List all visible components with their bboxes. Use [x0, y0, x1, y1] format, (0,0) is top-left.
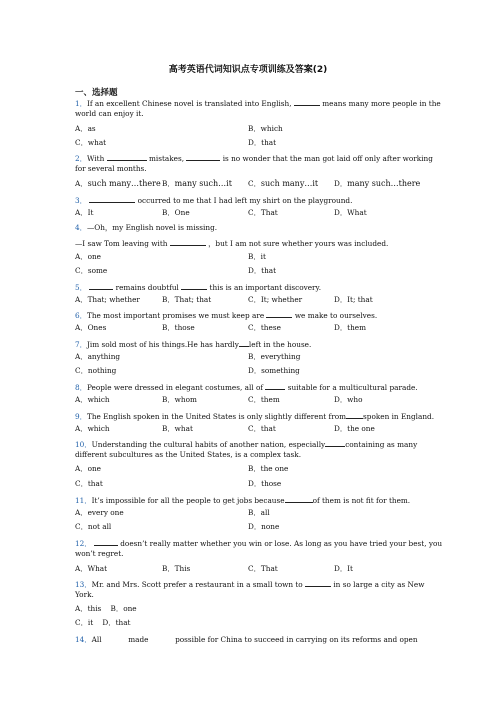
answer-blank — [266, 309, 292, 318]
q1-option-a: A．as — [75, 124, 96, 133]
question-1: 1．If an excellent Chinese novel is translated into English, means many more people in the — [75, 99, 441, 108]
q11-option-c: C．not all — [75, 522, 112, 531]
q11-option-a: A．every one — [75, 508, 124, 517]
q1-option-d: D．that — [248, 138, 277, 147]
question-1-cont: world can enjoy it. — [75, 109, 144, 118]
q12-option-c: C．That — [248, 564, 278, 573]
q8-option-a: A．which — [75, 395, 110, 404]
q12-option-d: D．It — [334, 564, 353, 573]
answer-blank — [239, 338, 249, 347]
q3-option-c: C．That — [248, 208, 278, 217]
q5-option-b: B．That; that — [162, 295, 212, 304]
q10-option-c: C．that — [75, 479, 103, 488]
q8-option-d: D．who — [334, 395, 363, 404]
q8-option-c: C．them — [248, 395, 280, 404]
q12-option-b: B．This — [162, 564, 191, 573]
answer-blank — [285, 494, 313, 503]
q6-option-c: C．these — [248, 323, 281, 332]
answer-blank — [107, 152, 147, 161]
question-2: 2．With mistakes, is no wonder that the man got laid off only after working — [75, 154, 433, 163]
question-3: 3． occurred to me that I had left my shirt on the playground. — [75, 196, 353, 205]
q12-option-a: A．What — [75, 564, 108, 573]
q4-option-d: D．that — [248, 266, 277, 275]
q1-option-b: B．which — [248, 124, 283, 133]
answer-blank — [305, 578, 331, 587]
q2-option-b: B．many such…it — [162, 179, 232, 188]
q6-option-a: A．Ones — [75, 323, 107, 332]
q4-option-a: A．one — [75, 252, 101, 261]
section-heading: 一、选择题 — [75, 88, 118, 98]
question-12-cont: won’t regret. — [75, 549, 124, 558]
q2-option-c: C．such many…it — [248, 179, 319, 188]
q5-option-a: A．That; whether — [75, 295, 140, 304]
q11-option-b: B．all — [248, 508, 270, 517]
answer-blank — [94, 537, 118, 546]
question-11: 11．It’s impossible for all the people to get jobs because of them is not fit for them. — [75, 496, 411, 505]
answer-blank — [151, 633, 173, 642]
q9-option-b: B．what — [162, 424, 193, 433]
question-5: 5． remains doubtful this is an important discovery. — [75, 283, 322, 292]
answer-blank — [89, 194, 135, 203]
q9-option-c: C．that — [248, 424, 276, 433]
answer-blank — [346, 410, 363, 419]
q7-option-d: D．something — [248, 366, 300, 375]
question-6: 6．The most important promises we must keep are we make to ourselves. — [75, 311, 378, 320]
answer-blank — [265, 381, 285, 390]
q4-option-b: B．it — [248, 252, 266, 261]
question-12: 12． doesn’t really matter whether you win or lose. As long as you have tried your best, you — [75, 539, 443, 548]
q4-option-c: C．some — [75, 266, 108, 275]
q13-options-cd: C．it D．that — [75, 618, 131, 627]
q9-option-d: D．the one — [334, 424, 375, 433]
answer-blank — [186, 152, 220, 161]
q1-option-c: C．what — [75, 138, 107, 147]
q8-option-b: B．whom — [162, 395, 197, 404]
question-13-cont: York. — [75, 590, 94, 599]
question-8: 8．People were dressed in elegant costumes, all of suitable for a multicultural parade. — [75, 383, 418, 392]
q5-option-d: D．It; that — [334, 295, 373, 304]
q5-option-c: C．It; whether — [248, 295, 303, 304]
q9-option-a: A．which — [75, 424, 110, 433]
q10-option-b: B．the one — [248, 464, 289, 473]
answer-blank — [170, 237, 206, 246]
answer-blank — [89, 281, 113, 290]
answer-blank — [181, 281, 207, 290]
question-10: 10．Understanding the cultural habits of another nation, especially containing as many — [75, 440, 418, 449]
question-7: 7．Jim sold most of his things.He has hardly left in the house. — [75, 340, 312, 349]
q10-option-d: D．those — [248, 479, 282, 488]
question-9: 9．The English spoken in the United States is only slightly different from spoken in England. — [75, 412, 435, 421]
answer-blank — [104, 633, 126, 642]
question-4-cont: —I saw Tom leaving with ，but I am not sure whether yours was included. — [75, 239, 389, 248]
question-4: 4．—Oh，my English novel is missing. — [75, 223, 218, 232]
answer-blank — [325, 438, 345, 447]
q7-option-c: C．nothing — [75, 366, 117, 375]
q7-option-a: A．anything — [75, 352, 121, 361]
q2-option-a: A．such many…there — [75, 179, 161, 188]
q3-option-d: D．What — [334, 208, 367, 217]
q10-option-a: A．one — [75, 464, 101, 473]
question-14: 14．All made possible for China to succeed in carrying on its reforms and open — [75, 635, 418, 644]
question-10-cont: different subcultures as the United States, is a complex task. — [75, 450, 302, 459]
answer-blank — [294, 97, 320, 106]
question-2-cont: for several months. — [75, 164, 147, 173]
q7-option-b: B．everything — [248, 352, 301, 361]
q2-option-d: D．many such…there — [334, 179, 421, 188]
question-13: 13．Mr. and Mrs. Scott prefer a restaurant in a small town to in so large a city as New — [75, 580, 425, 589]
q3-option-a: A．It — [75, 208, 94, 217]
q6-option-b: B．those — [162, 323, 195, 332]
page-title: 高考英语代词知识点专项训练及答案(2) — [168, 65, 328, 75]
q6-option-d: D．them — [334, 323, 367, 332]
q11-option-d: D．none — [248, 522, 280, 531]
q3-option-b: B．One — [162, 208, 190, 217]
q13-options-ab: A．this B．one — [75, 604, 137, 613]
